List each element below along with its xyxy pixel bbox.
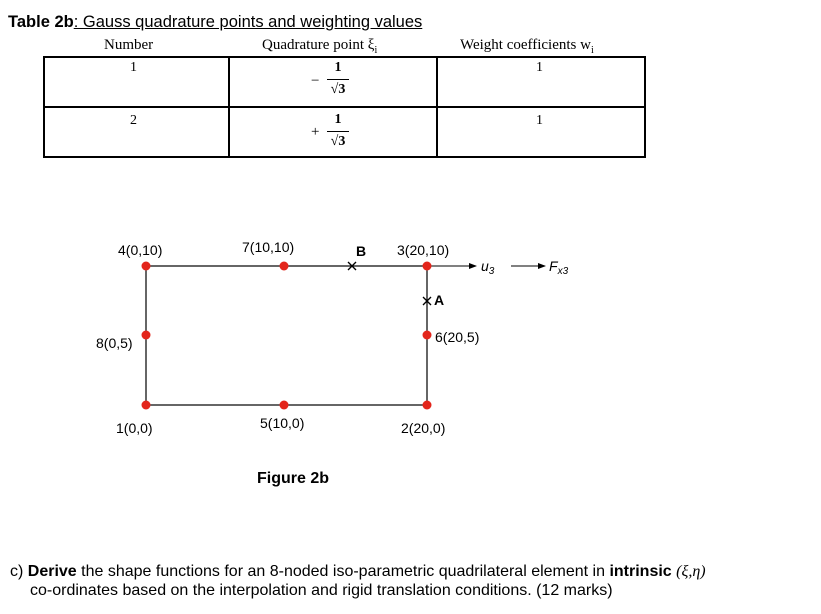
node-6 [423,331,432,340]
question-bold-intrinsic: intrinsic [609,563,672,580]
row2-numerator: 1 [334,112,342,127]
node-8-label: 8(0,5) [96,335,133,351]
row2-weight: 1 [536,113,543,128]
node-3-label: 3(20,10) [397,242,450,258]
row1-weight: 1 [536,60,543,75]
row2-sign: + [311,124,320,140]
header-number: Number [104,37,154,53]
question-text [10,562,815,600]
table-title-bold: Table 2b [8,13,74,31]
question-bold-derive: Derive [27,563,77,580]
row1-denominator: √3 [330,82,346,97]
row1-sign: − [311,73,320,89]
point-a-label: A [434,292,445,308]
node-8 [142,331,151,340]
u3-main: u [481,258,489,274]
table-title-rest: : Gauss quadrature points and weighting values [73,13,423,31]
fx3-label [549,258,569,277]
u3-sub: 3 [488,266,495,277]
node-5-label: 5(10,0) [260,415,305,431]
node-7-label: 7(10,10) [242,239,295,255]
point-b-label: B [356,243,367,259]
row1-numerator: 1 [334,60,342,75]
header-weight-sub: i [590,45,594,56]
u3-label [481,258,495,277]
row2-number: 2 [130,113,137,128]
node-3 [423,262,432,271]
header-quadrature-sub: i [374,45,378,56]
fx3-sub: x3 [557,266,569,277]
header-quadrature-text: Quadrature point ξ [262,37,375,53]
row2-denominator: √3 [330,134,346,149]
node-4-label: 4(0,10) [118,242,163,258]
question-math: (ξ,η) [676,563,706,580]
fx3-main: F [549,258,558,274]
node-4 [142,262,151,271]
question-text-1: the shape functions for an 8-noded iso-parametric quadrilateral element in [76,563,610,580]
question-text-2: co-ordinates based on the interpolation and rigid translation conditions. (12 marks) [30,582,613,599]
node-6-label: 6(20,5) [435,329,480,345]
node-1-label: 1(0,0) [116,420,153,436]
figure-caption: Figure 2b [257,470,330,487]
row1-number: 1 [130,60,137,75]
node-1 [142,401,151,410]
question-prefix: c) [10,563,28,580]
node-2 [423,401,432,410]
header-weight-text: Weight coefficients w [460,37,591,53]
node-7 [280,262,289,271]
node-5 [280,401,289,410]
element-outline [146,266,427,405]
node-2-label: 2(20,0) [401,420,446,436]
